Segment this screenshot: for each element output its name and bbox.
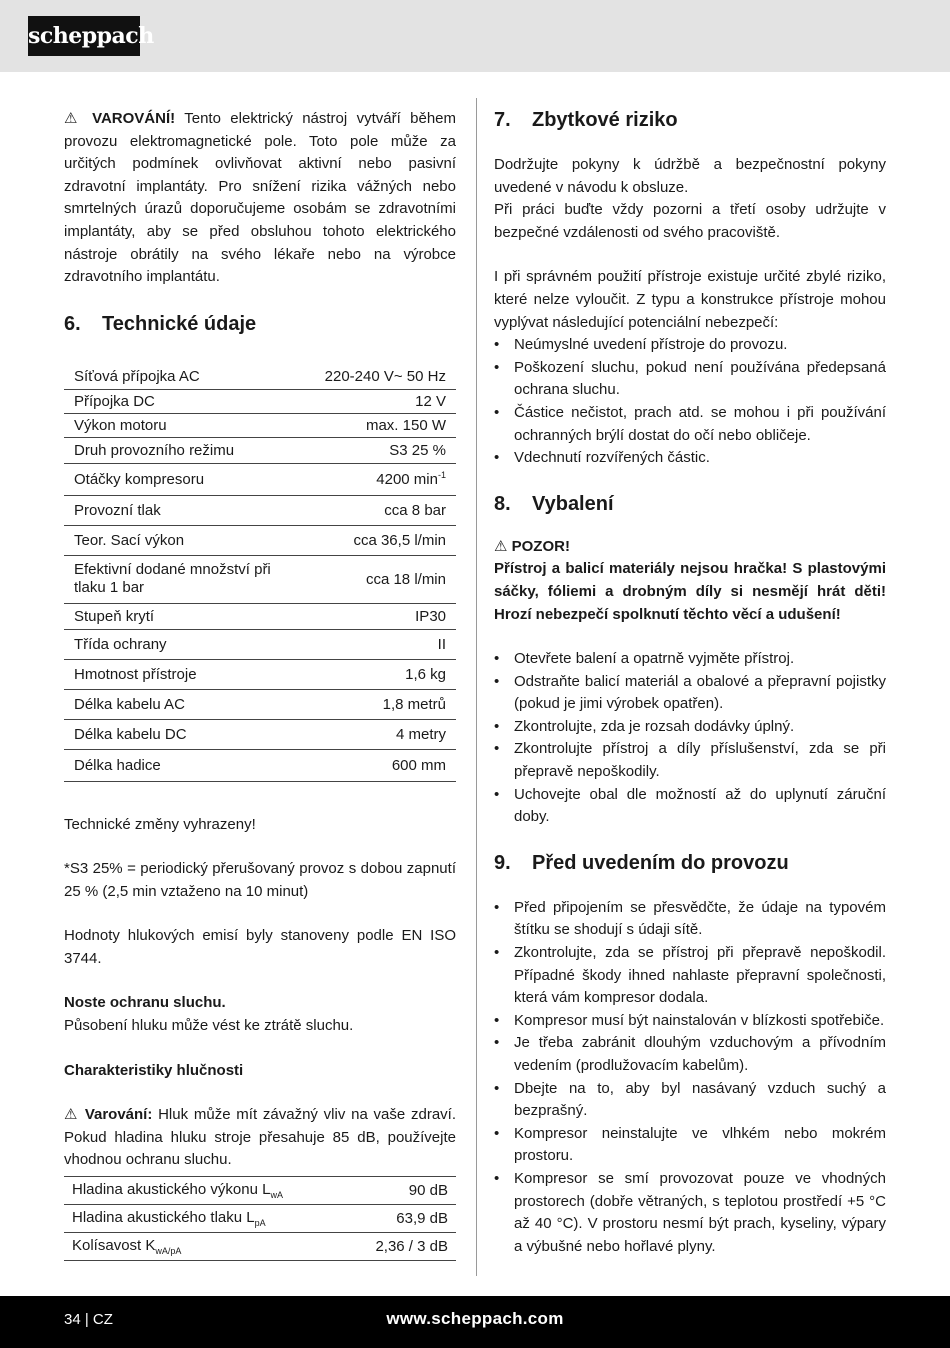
spec-value-text: 220-240 V~ 50 Hz bbox=[324, 368, 446, 386]
spec-value bbox=[304, 689, 456, 719]
section-title: Před uvedením do provozu bbox=[532, 851, 789, 874]
list-item: • Je třeba zabránit dlouhým vzduchovým a přívodním vedením (prodlužovacím kabelům). bbox=[494, 1032, 886, 1077]
spec-value bbox=[304, 463, 456, 495]
spec-label: Efektivní dodané množství při tlaku 1 bar bbox=[64, 555, 304, 603]
spec-value bbox=[304, 749, 456, 781]
brand-logo: scheppach bbox=[28, 16, 140, 56]
spec-table bbox=[64, 365, 456, 782]
noise-value: 2,36 / 3 dB bbox=[345, 1233, 456, 1261]
warning-triangle-icon: ⚠ bbox=[494, 537, 508, 555]
list-item: • Kompresor se smí provozovat pouze ve vhodných prostorech (dobře větraných, s teplotou prostředí +5 °C až 40 °C). V prostoru nesmí být prach, kyseliny, výpary a výbušné nebo hořlavé plyny. bbox=[494, 1168, 886, 1258]
noise-table bbox=[64, 1176, 456, 1261]
spec-row bbox=[64, 555, 456, 603]
spec-value bbox=[304, 603, 456, 629]
noise-warning-paragraph bbox=[64, 1104, 456, 1172]
spec-row bbox=[64, 463, 456, 495]
section-8-heading bbox=[494, 492, 886, 516]
section-number: 7. bbox=[494, 109, 511, 131]
spec-label: Provozní tlak bbox=[64, 495, 304, 525]
right-column bbox=[494, 108, 886, 1258]
spec-value bbox=[304, 659, 456, 689]
hearing-text: Působení hluku může vést ke ztrátě sluchu. bbox=[64, 1017, 354, 1035]
spec-value bbox=[304, 413, 456, 437]
noise-row bbox=[64, 1177, 456, 1205]
list-item: • Částice nečistot, prach atd. se mohou i při používání ochranných brýlí dostat do očí nebo obličeje. bbox=[494, 402, 886, 447]
spec-value bbox=[304, 389, 456, 413]
page-header bbox=[0, 0, 950, 72]
section-title: Zbytkové riziko bbox=[532, 109, 678, 131]
noise-value: 63,9 dB bbox=[345, 1205, 456, 1233]
spec-row bbox=[64, 365, 456, 389]
warning-triangle-icon: ⚠ bbox=[64, 110, 83, 127]
spec-row bbox=[64, 603, 456, 629]
spec-label: Přípojka DC bbox=[64, 389, 304, 413]
warning-triangle-icon: ⚠ bbox=[64, 1106, 80, 1124]
section-number: 8. bbox=[494, 492, 511, 515]
noise-label bbox=[64, 1233, 345, 1261]
hearing-title: Noste ochranu sluchu. bbox=[64, 994, 226, 1012]
noise-row bbox=[64, 1233, 456, 1261]
spec-row bbox=[64, 749, 456, 781]
spec-value-text: cca 18 l/min bbox=[365, 570, 446, 588]
page-number: 34 | CZ bbox=[64, 1311, 113, 1328]
spec-row bbox=[64, 689, 456, 719]
warning-text: Tento elektrický nástroj vytváří během provozu elektromagnetické pole. Toto pole může za určitých podmínek ovlivňovat aktivní nebo pasivní zdravotní implantáty. Pro snížení rizika vážných nebo smrtelných úrazů doporučujeme osobám se zdravotními implantáty, aby se před obsluhou tohoto elektrického nástroje obrátily na svého lékaře nebo na výrobce zdravotního implantátu. bbox=[64, 110, 457, 286]
section-7-heading bbox=[494, 108, 886, 132]
noise-label-sub: pA bbox=[254, 1218, 266, 1229]
list-item: • Vdechnutí rozvířených částic. bbox=[494, 447, 886, 470]
spec-row bbox=[64, 525, 456, 555]
spec-value bbox=[304, 719, 456, 749]
noise-row bbox=[64, 1205, 456, 1233]
section-title: Vybalení bbox=[532, 492, 614, 515]
s8-bullet-list bbox=[494, 648, 886, 829]
spec-value-text: 4200 min bbox=[376, 471, 438, 488]
s7-bullet-list bbox=[494, 334, 886, 470]
noise-label-sub: wA/pA bbox=[155, 1246, 182, 1257]
spec-value-text: 12 V bbox=[415, 392, 446, 410]
spec-value bbox=[304, 555, 456, 603]
left-column bbox=[64, 108, 456, 1261]
spec-label: Druh provozního režimu bbox=[64, 437, 304, 463]
spec-value-text: 4 metry bbox=[395, 725, 446, 743]
spec-label: Otáčky kompresoru bbox=[64, 463, 304, 495]
list-item: • Otevřete balení a opatrně vyjměte přístroj. bbox=[494, 648, 886, 671]
spec-label: Délka kabelu AC bbox=[64, 689, 304, 719]
spec-value bbox=[304, 525, 456, 555]
list-item: • Kompresor neinstalujte ve vlhkém nebo mokrém prostoru. bbox=[494, 1123, 886, 1168]
spec-row bbox=[64, 659, 456, 689]
s9-bullet-list bbox=[494, 897, 886, 1259]
spec-value-sup: -1 bbox=[437, 470, 446, 480]
list-item: • Odstraňte balicí materiál a obalové a přepravní pojistky (pokud je jimi výrobek opatřen). bbox=[494, 671, 886, 716]
page-footer bbox=[0, 1296, 950, 1348]
spec-value bbox=[304, 495, 456, 525]
list-item: • Zkontrolujte přístroj a díly příslušenství, zda se při přepravě nepoškodily. bbox=[494, 738, 886, 783]
tech-changes-note: Technické změny vyhrazeny! bbox=[64, 815, 256, 833]
column-divider bbox=[476, 98, 477, 1276]
spec-value-text: IP30 bbox=[415, 607, 446, 625]
spec-row bbox=[64, 629, 456, 659]
noise-warning-text: Hluk může mít závažný vliv na vaše zdraví. Pokud hladina hluku stroje přesahuje 85 dB, používejte vhodnou ochranu sluchu. bbox=[64, 1106, 457, 1169]
spec-value-text: 600 mm bbox=[391, 756, 446, 774]
list-item: • Uchovejte obal dle možností až do uplynutí záruční doby. bbox=[494, 784, 886, 829]
spec-label: Teor. Sací výkon bbox=[64, 525, 304, 555]
s7-paragraph-3: I při správném použití přístroje existuje určité zbylé riziko, které nelze vyloučit. Z typu a konstrukce přístroje mohou vyplývat následující potenciální nebezpečí: bbox=[494, 268, 886, 331]
spec-value-text: max. 150 W bbox=[365, 416, 446, 434]
spec-value-text: 1,8 metrů bbox=[382, 695, 446, 713]
spec-row bbox=[64, 437, 456, 463]
spec-row bbox=[64, 719, 456, 749]
spec-label: Délka kabelu DC bbox=[64, 719, 304, 749]
section-6-heading bbox=[64, 312, 456, 336]
s7-paragraph-1: Dodržujte pokyny k údržbě a bezpečnostní pokyny uvedené v návodu k obsluze. bbox=[494, 156, 886, 196]
noise-warning-label: Varování: bbox=[84, 1106, 153, 1124]
s3-note: *S3 25% = periodický přerušovaný provoz s dobou zapnutí 25 % (2,5 min vztaženo na 10 minut) bbox=[64, 860, 456, 900]
spec-value-text: cca 8 bar bbox=[384, 501, 446, 519]
spec-value bbox=[304, 629, 456, 659]
spec-label: Stupeň krytí bbox=[64, 603, 304, 629]
list-item: • Dbejte na to, aby byl nasávaný vzduch suchý a bezprašný. bbox=[494, 1078, 886, 1123]
noise-label-text: Kolísavost K bbox=[72, 1237, 156, 1255]
section-9-heading bbox=[494, 851, 886, 875]
list-item: • Před připojením se přesvědčte, že údaje na typovém štítku se shodují s údaji sítě. bbox=[494, 897, 886, 942]
list-item: • Kompresor musí být nainstalován v blízkosti spotřebiče. bbox=[494, 1010, 886, 1033]
list-item: • Zkontrolujte, zda se přístroj při přepravě nepoškodil. Případné škody ihned nahlaste přepravní společnosti, která vám kompresor dodala. bbox=[494, 942, 886, 1010]
spec-value-text: 1,6 kg bbox=[405, 665, 446, 683]
spec-row bbox=[64, 495, 456, 525]
spec-row bbox=[64, 389, 456, 413]
spec-value bbox=[304, 365, 456, 389]
website-link[interactable]: www.scheppach.com bbox=[386, 1309, 564, 1328]
spec-value-text: S3 25 % bbox=[389, 441, 446, 459]
spec-value-text: cca 36,5 l/min bbox=[353, 531, 446, 549]
spec-label: Délka hadice bbox=[64, 749, 304, 781]
spec-label: Třída ochrany bbox=[64, 629, 304, 659]
list-item: • Zkontrolujte, zda je rozsah dodávky úplný. bbox=[494, 716, 886, 739]
section-number: 9. bbox=[494, 851, 511, 874]
noise-label-sub: wA bbox=[270, 1190, 283, 1201]
spec-label: Hmotnost přístroje bbox=[64, 659, 304, 689]
list-item: • Neúmyslné uvedení přístroje do provozu. bbox=[494, 334, 886, 357]
caution-label: POZOR! bbox=[511, 537, 570, 555]
noise-label bbox=[64, 1177, 345, 1205]
noise-label-text: Hladina akustického výkonu L bbox=[72, 1181, 271, 1199]
noise-value: 90 dB bbox=[345, 1177, 456, 1205]
warning-label: VAROVÁNÍ! bbox=[92, 110, 176, 127]
list-item: • Poškození sluchu, pokud není používána předepsaná ochrana sluchu. bbox=[494, 357, 886, 402]
caution-label-line bbox=[494, 536, 886, 559]
noise-char-title: Charakteristiky hlučnosti bbox=[64, 1061, 244, 1079]
noise-label bbox=[64, 1205, 345, 1233]
spec-value-text: II bbox=[437, 635, 446, 653]
spec-label: Výkon motoru bbox=[64, 413, 304, 437]
caution-text: Přístroj a balicí materiály nejsou hračka! S plastovými sáčky, fóliemi a drobným díly si nesmějí hrát děti! Hrozí nebezpečí spolknutí těchto věcí a udušení! bbox=[494, 560, 886, 623]
emf-warning-paragraph bbox=[64, 108, 456, 290]
s7-paragraph-2: Při práci buďte vždy pozorni a třetí osoby udržujte v bezpečné vzdálenosti od svého pracoviště. bbox=[494, 201, 886, 241]
section-number: 6. bbox=[64, 313, 81, 335]
noise-standard-note: Hodnoty hlukových emisí byly stanoveny podle EN ISO 3744. bbox=[64, 927, 456, 967]
section-title: Technické údaje bbox=[102, 313, 257, 335]
spec-row bbox=[64, 413, 456, 437]
noise-label-text: Hladina akustického tlaku L bbox=[72, 1209, 255, 1227]
spec-value bbox=[304, 437, 456, 463]
spec-label: Síťová přípojka AC bbox=[64, 365, 304, 389]
